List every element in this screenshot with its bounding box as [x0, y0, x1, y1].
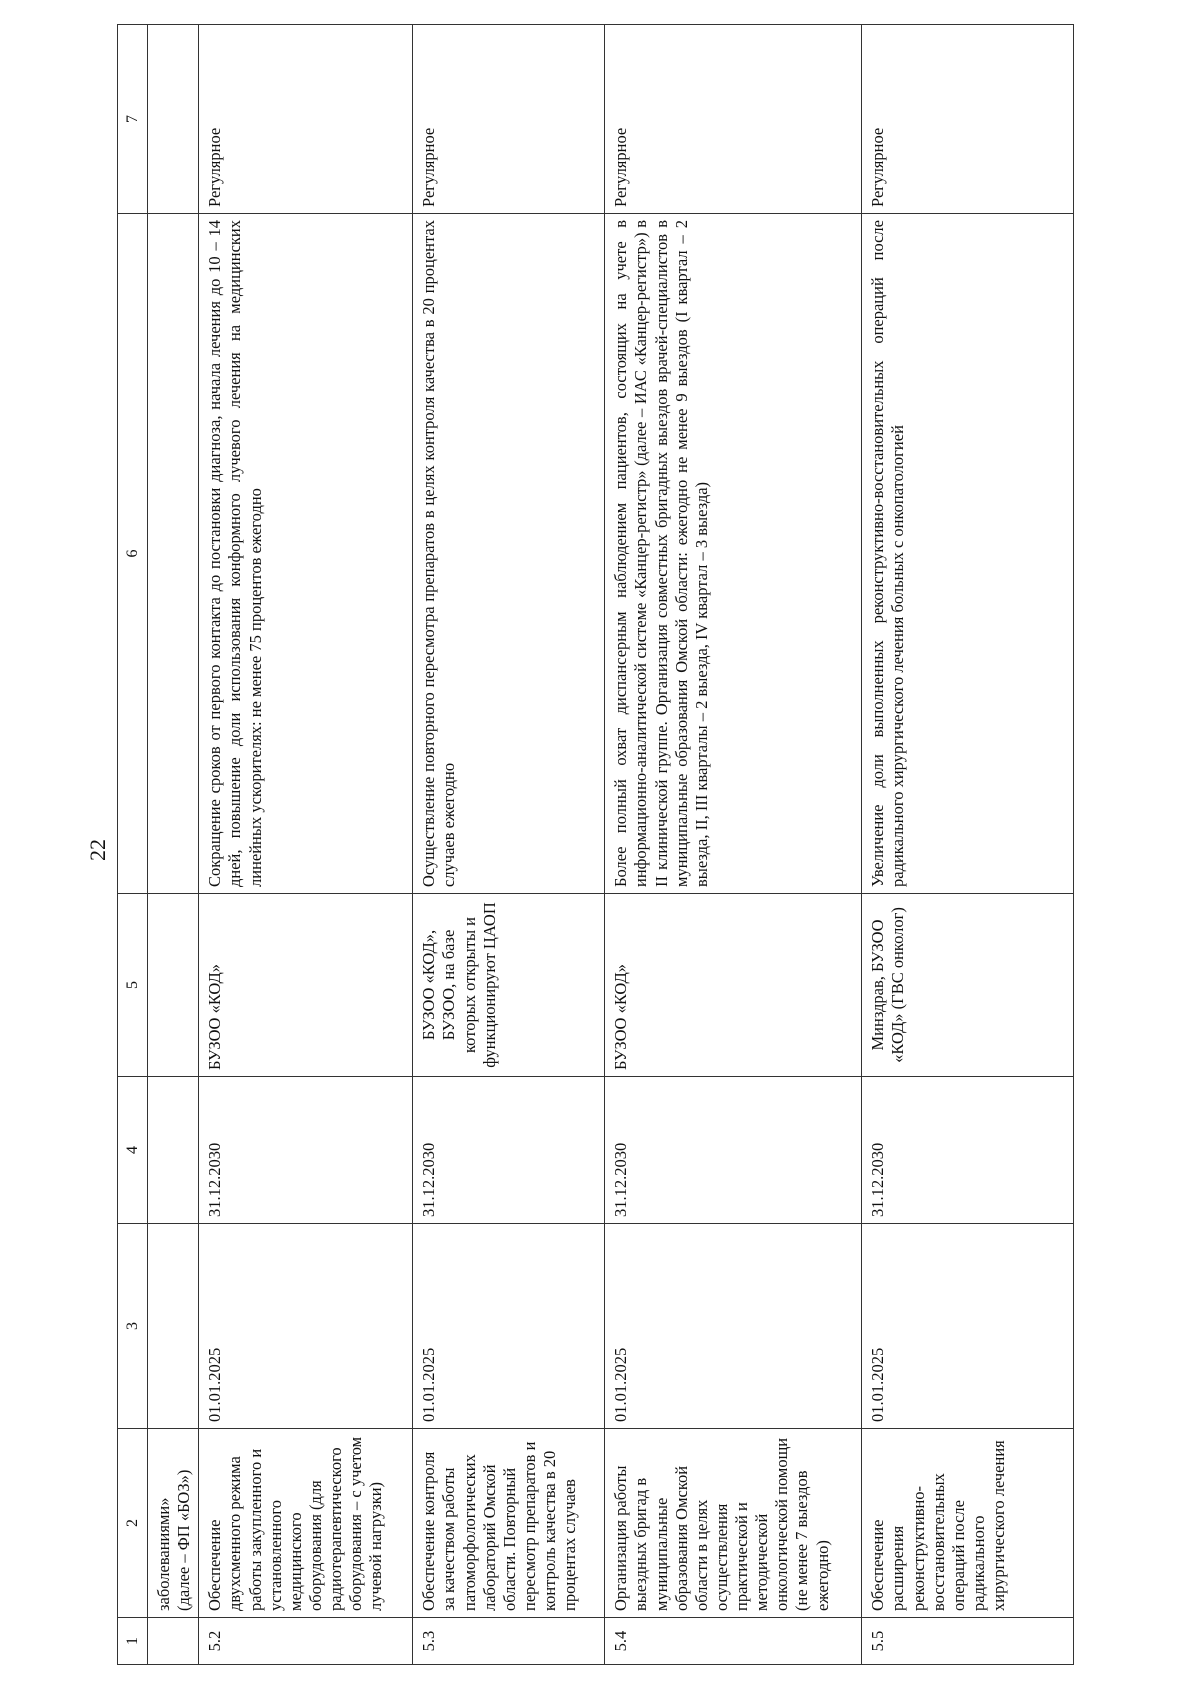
row-number: 5.4 [605, 1618, 862, 1665]
page-number: 22 [85, 839, 110, 861]
table-row [413, 25, 605, 1665]
responsible [148, 894, 199, 1077]
responsible: БУЗОО «КОД», БУЗОО, на базе которых открыты и функционируют ЦАОП [413, 894, 605, 1077]
measure-type: Регулярное [413, 25, 605, 214]
end-date: 31.12.2030 [413, 1077, 605, 1224]
measure-name: Обеспечение расширения реконструктивно-восстановительных операций после радикального хирургического лечения [862, 1429, 1074, 1618]
column-number: 7 [118, 25, 148, 214]
table-row [199, 25, 413, 1665]
measure-type: Регулярное [862, 25, 1074, 214]
measure-name: Организация работы выездных бригад в муниципальные образования Омской области в целях осуществления практической и методической онкологической помощи (не менее 7 выездов ежегодно) [605, 1429, 862, 1618]
row-number: 5.5 [862, 1618, 1074, 1665]
expected-result: Увеличение доли выполненных реконструктивно-восстановительных операций после радикального хирургического лечения больных с онкопатологией [862, 214, 1074, 894]
end-date: 31.12.2030 [605, 1077, 862, 1224]
column-number: 4 [118, 1077, 148, 1224]
responsible: БУЗОО «КОД» [199, 894, 413, 1077]
column-number: 2 [118, 1429, 148, 1618]
measure-name: Обеспечение контроля за качеством работы патоморфологических лабораторий Омской области. Повторный пересмотр препаратов и контроль качества в 20 процентах случаев [413, 1429, 605, 1618]
measure-type: Регулярное [605, 25, 862, 214]
row-number [148, 1618, 199, 1665]
column-number: 1 [118, 1618, 148, 1665]
responsible: БУЗОО «КОД» [605, 894, 862, 1077]
column-number: 6 [118, 214, 148, 894]
measure-type: Регулярное [199, 25, 413, 214]
expected-result: Сокращение сроков от первого контакта до постановки диагноза, начала лечения до 10 – 14 дней, повышение доли использования конформного лучевого лечения на медицинских линейных ускорителях: не менее 75 процентов ежегодно [199, 214, 413, 894]
measures-table [117, 24, 1074, 1665]
row-number: 5.2 [199, 1618, 413, 1665]
column-number-row [118, 25, 148, 1665]
table-row [148, 25, 199, 1665]
start-date: 01.01.2025 [862, 1224, 1074, 1429]
end-date: 31.12.2030 [862, 1077, 1074, 1224]
measure-name: Обеспечение двухсменного режима работы закупленного и установленного медицинского оборудования (для радиотерапевтического оборудования – с учетом лучевой нагрузки) [199, 1429, 413, 1618]
column-number: 5 [118, 894, 148, 1077]
expected-result [148, 214, 199, 894]
responsible: Минздрав, БУЗОО «КОД» (ГВС онколог) [862, 894, 1074, 1077]
end-date: 31.12.2030 [199, 1077, 413, 1224]
start-date [148, 1224, 199, 1429]
measure-type [148, 25, 199, 214]
table-row [862, 25, 1074, 1665]
start-date: 01.01.2025 [413, 1224, 605, 1429]
column-number: 3 [118, 1224, 148, 1429]
rotated-table-wrapper [117, 25, 1068, 1665]
expected-result: Осуществление повторного пересмотра препаратов в целях контроля качества в 20 процентах случаев ежегодно [413, 214, 605, 894]
expected-result: Более полный охват диспансерным наблюдением пациентов, состоящих на учете в информационно-аналитической системе «Канцер-регистр» (далее – ИАС «Канцер-регистр») в II клинической группе. Организация совместных бригадных выездов врачей-специалистов в муниципальные образования Омской области: ежегодно не менее 9 выездов (I квартал – 2 выезда, II, III кварталы – 2 выезда, IV квартал – 3 выезда) [605, 214, 862, 894]
row-number: 5.3 [413, 1618, 605, 1665]
start-date: 01.01.2025 [199, 1224, 413, 1429]
end-date [148, 1077, 199, 1224]
table-row [605, 25, 862, 1665]
measure-name: заболеваниями» (далее – ФП «БОЗ») [148, 1429, 199, 1618]
start-date: 01.01.2025 [605, 1224, 862, 1429]
